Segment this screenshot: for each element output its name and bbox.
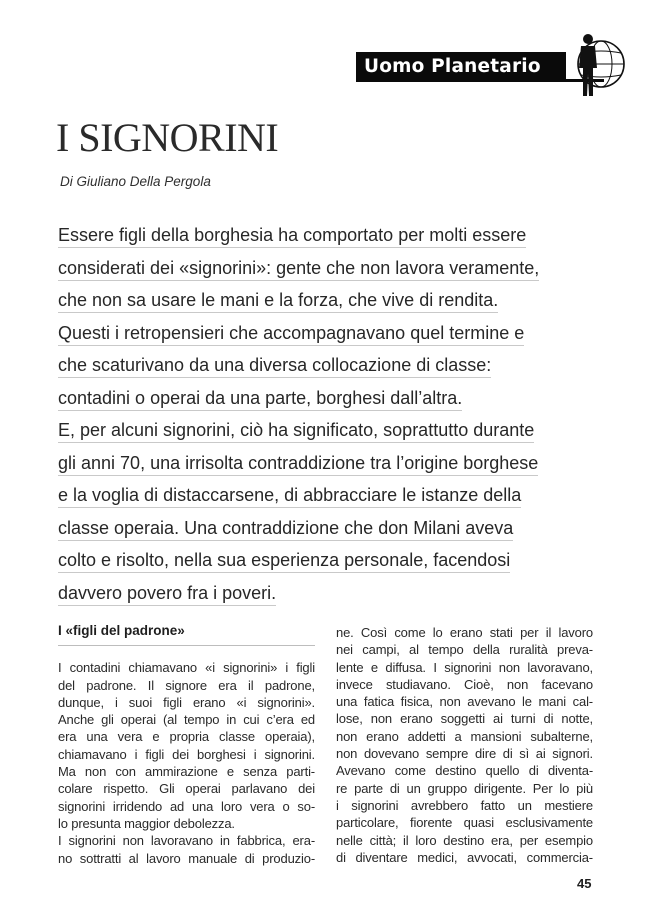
lead-line: gli anni 70, una irrisolta contraddizione tra l’origine borghese (58, 451, 538, 476)
body-line: particolare, fiorente quasi esclusivamente (336, 815, 593, 831)
body-line: una fatica fisica, non avevano le mani cal- (336, 694, 593, 710)
body-line: lo presunta maggior debolezza. (58, 815, 235, 831)
body-line: Anche gli operai (al tempo in cui c’era ed (58, 712, 315, 728)
article-byline: Di Giuliano Della Pergola (60, 174, 211, 189)
lead-line: considerati dei «signorini»: gente che non lavora veramente, (58, 256, 539, 281)
lead-line: contadini o operai da una parte, borghesi dall’altra. (58, 386, 462, 411)
body-line: ne. Così come lo erano stati per il lavoro (336, 625, 593, 640)
body-line: I contadini chiamavano «i signorini» i figli (58, 660, 315, 676)
body-line: nei campi, al tempo della ruralità preva- (336, 642, 593, 658)
body-line: del padrone. Il signore era il padrone, (58, 677, 315, 693)
body-line: non dovevano sempre dire di sì ai signori. (336, 746, 593, 762)
body-line: Ma non con ammirazione e senza parti- (58, 764, 315, 780)
lead-line: E, per alcuni signorini, ciò ha significato, soprattutto durante (58, 418, 534, 443)
lead-paragraph (58, 223, 578, 613)
lead-line: che non sa usare le mani e la forza, che vive di rendita. (58, 288, 498, 313)
lead-line: colto e risolto, nella sua esperienza personale, facendosi (58, 548, 510, 573)
body-line: colare rispetto. Gli operai parlavano dei (58, 781, 315, 797)
body-line: dunque, i suoi figli erano «i signorini». (58, 694, 315, 710)
body-line: re parte di un gruppo dirigente. Per lo più (336, 780, 593, 796)
article-title: I SIGNORINI (56, 115, 279, 160)
body-line: lose, non erano soggetti ai turni di notte, (336, 711, 593, 727)
body-column-left (58, 622, 315, 867)
body-line: lente e diffusa. I signorini non lavoravano, (336, 659, 593, 675)
lead-line: Essere figli della borghesia ha comportato per molti essere (58, 223, 526, 248)
body-line: I signorini non lavoravano in fabbrica, era- (58, 833, 315, 849)
lead-line: classe operaia. Una contraddizione che don Milani aveva (58, 516, 513, 541)
body-line: non erano addetti a mansioni subalterne, (336, 728, 593, 744)
body-line: no sottratti al lavoro manuale di produzio- (58, 850, 315, 866)
body-line: nelle città; il loro destino era, per esempio (336, 832, 593, 848)
page-number: 45 (577, 876, 592, 891)
body-line: Avevano come destino quello di diventa- (336, 763, 593, 779)
body-column-right (336, 624, 593, 866)
lead-line: e la voglia di distaccarsene, di abbracciare le istanze della (58, 483, 521, 508)
body-line: i signorini avrebbero fatto un mestiere (336, 797, 593, 813)
body-line: chiamavano i figli dei borghesi i signorini. (58, 746, 315, 762)
body-line: signorini irridendo ad una loro vera o so- (58, 798, 315, 814)
body-line: era una vera e propria classe operaia), (58, 729, 315, 745)
lead-line: davvero povero fra i poveri. (58, 581, 276, 606)
section-subheading: I «figli del padrone» (58, 622, 315, 646)
section-banner: Uomo Planetario (356, 52, 566, 82)
body-line: invece studiavano. Cioè, non facevano (336, 676, 593, 692)
lead-line: Questi i retropensieri che accompagnavano quel termine e (58, 321, 524, 346)
body-line: di diventare medici, avvocati, commercia- (336, 849, 593, 865)
man-on-globe-icon (566, 30, 626, 100)
lead-line: che scaturivano da una diversa collocazione di classe: (58, 353, 491, 378)
